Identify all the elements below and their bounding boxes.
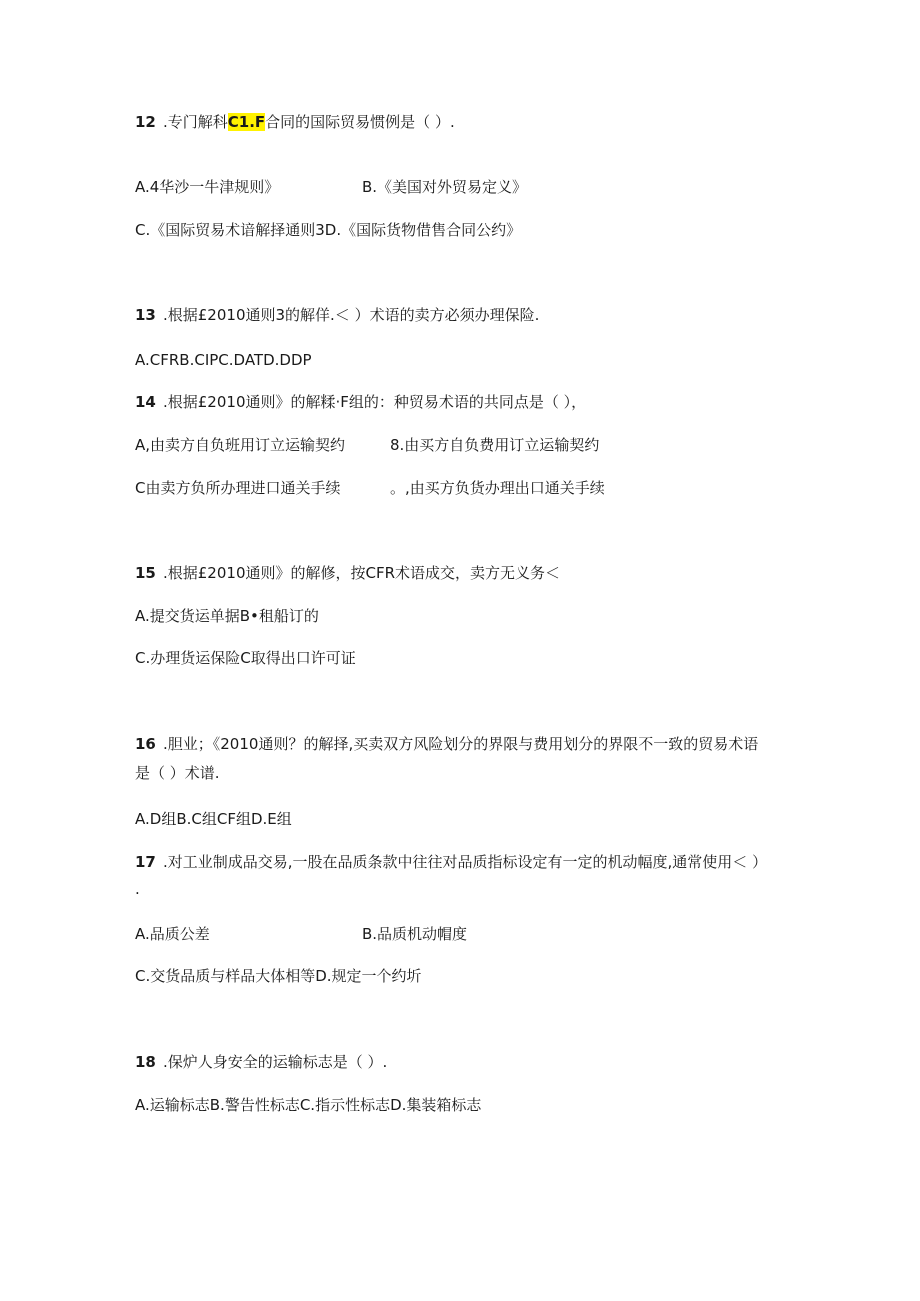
question-number: 15 [135,564,156,582]
question-number: 17 [135,853,156,871]
highlighted-text: C1.F [227,113,266,131]
option-b: B.品质机动帽度 [362,925,468,943]
question-17-continued: . [135,880,140,898]
option-a: A.品质公差 [135,925,210,943]
options-ab: A.提交货运单据B•租船订的 [135,607,319,625]
options: A.D组B.C组CF组D.E组 [135,810,292,828]
options-cd: C.办理货运保险C取得出口许可证 [135,649,356,667]
option-b: B.《美国对外贸易定义》 [362,178,528,196]
question-12 [135,112,455,132]
question-18 [135,1052,387,1072]
question-17 [135,852,767,872]
question-15 [135,563,560,583]
question-stem-end: 合同的国际贸易惯例是（ ）. [265,113,455,131]
question-number: 13 [135,306,156,324]
question-stem: .根据£2010通则》的解修，按CFR术语成交，卖方无义务＜ [163,564,561,582]
options-cd: C.交货品质与样品大体相等D.规定一个约圻 [135,967,422,985]
question-16 [135,734,758,754]
question-number: 14 [135,393,156,411]
question-stem: .对工业制成品交易,一股在品质条款中往往对品质指标设定有一定的机动幅度,通常使用＜ ） [163,853,768,871]
question-number: 18 [135,1053,156,1071]
option-b: 8.由买方自负费用订立运输契约 [390,436,600,454]
option-cd: C.《国际贸易术谙解择通则3D.《国际货物借售合同公约》 [135,221,522,239]
options: A.运输标志B.警告性标志C.指示性标志D.集装箱标志 [135,1096,482,1114]
question-16-continued: 是（ ）术谱. [135,764,220,782]
question-number: 16 [135,735,156,753]
question-stem: .根据£2010通则》的解糅·F组的：种贸易术语的共同点是（ ）， [163,393,587,411]
option-d: 。,由买方负货办理出口通关手续 [390,479,605,497]
option-a: A,由卖方自负班用订立运输契约 [135,436,346,454]
question-stem: .专门解科 [163,113,228,131]
question-13 [135,305,539,325]
question-stem: .保炉人身安全的运输标志是（ ）. [163,1053,388,1071]
option-c: C由卖方负所办理进口通关手续 [135,479,341,497]
question-14 [135,392,586,412]
question-number: 12 [135,113,156,131]
question-stem: .根据£2010通则3的解佯.＜ ）术语的卖方必须办理保险. [163,306,540,324]
question-stem: .胆业；《2010通则？的解择,买卖双方风险划分的界限与费用划分的界限不一致的贸易术语 [163,735,759,753]
option-a: A.4华沙一牛津规则》 [135,178,280,196]
options: A.CFRB.CIPC.DATD.DDP [135,351,312,369]
